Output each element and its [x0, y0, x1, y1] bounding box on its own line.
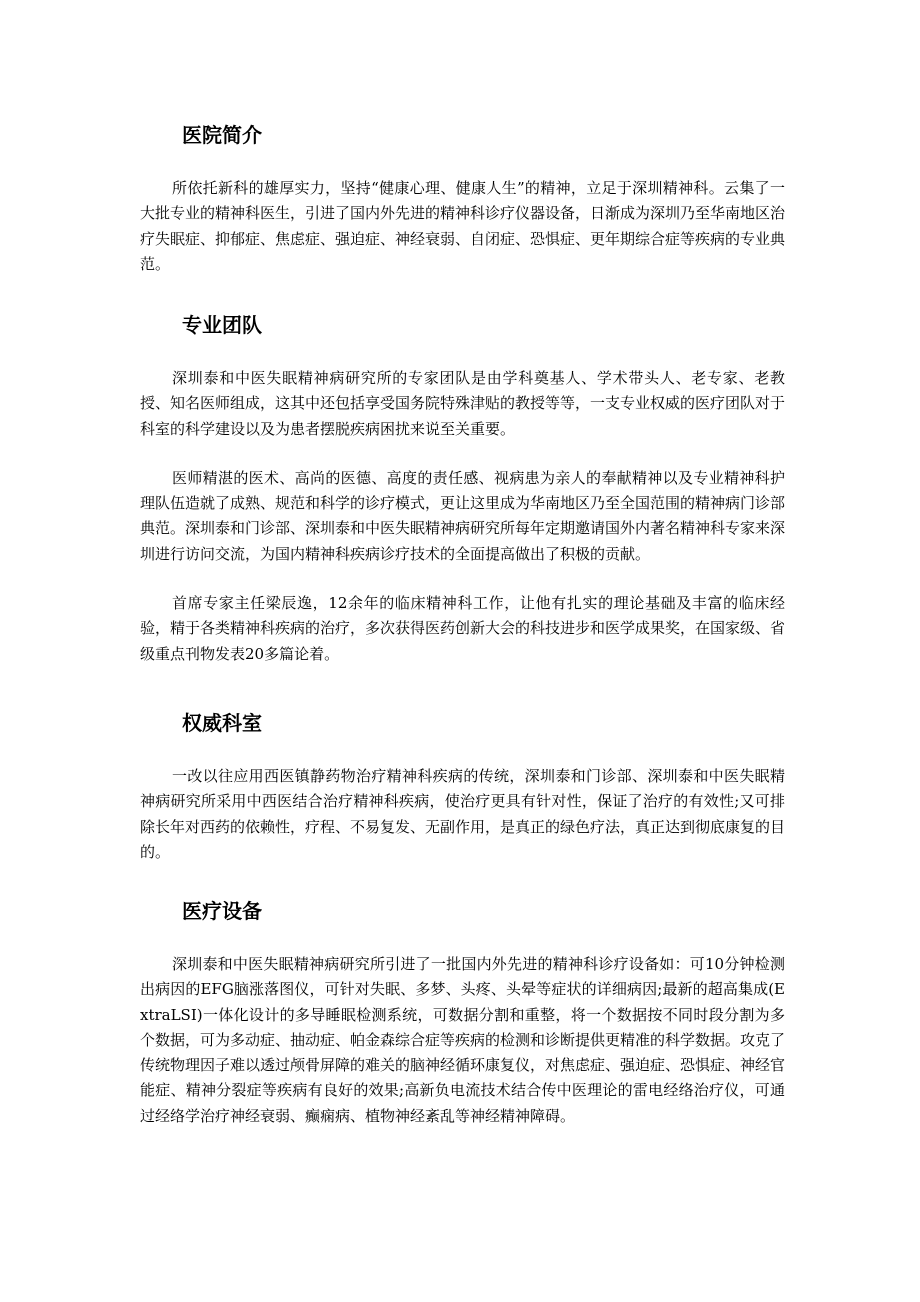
paragraph: 所依托新科的雄厚实力，坚持“健康心理、健康人生”的精神，立足于深圳精神科。云集了一大批专业的精神科医生，引进了国内外先进的精神科诊疗仪器设备，日渐成为深圳乃至华南地区治疗失眠症、抑郁症、焦虑症、强迫症、神经衰弱、自闭症、恐惧症、更年期综合症等疾病的专业典范。: [140, 179, 786, 273]
section-heading: 医疗设备: [182, 899, 262, 923]
section-professional-team: [140, 312, 785, 667]
paragraph: 医师精湛的医术、高尚的医德、高度的责任感、视病患为亲人的奉献精神以及专业精神科护理队伍造就了成熟、规范和科学的诊疗模式，更让这里成为华南地区乃至全国范围的精神病门诊部典范。深圳泰和门诊部、深圳泰和中医失眠精神病研究所每年定期邀请国外内著名精神科专家来深圳进行访问交流，为国内精神科疾病诊疗技术的全面提高做出了积极的贡献。: [140, 468, 786, 563]
paragraph: 深圳泰和中医失眠精神病研究所的专家团队是由学科奠基人、学术带头人、老专家、老教授、知名医师组成，这其中还包括享受国务院特殊津贴的教授等等，一支专业权威的医疗团队对于科室的科学建设以及为患者摆脱疾病困扰来说至关重要。: [140, 369, 786, 438]
section-heading: 医院简介: [182, 123, 262, 147]
paragraph: 一改以往应用西医镇静药物治疗精神科疾病的传统，深圳泰和门诊部、深圳泰和中医失眠精神病研究所采用中西医结合治疗精神科疾病，使治疗更具有针对性，保证了治疗的有效性;又可排除长年对西药的依赖性，疗程、不易复发、无副作用，是真正的绿色疗法，真正达到彻底康复的目的。: [140, 767, 786, 861]
section-heading: 专业团队: [182, 313, 262, 337]
section-medical-equipment: [140, 898, 785, 1129]
paragraph: 深圳泰和中医失眠精神病研究所引进了一批国内外先进的精神科诊疗设备如：可10分钟检测出病因的EFG脑涨落图仪，可针对失眠、多梦、头疼、头晕等症状的详细病因;最新的超高集成(ExtraLSI)一体化设计的多导睡眠检测系统，可数据分割和重整，将一个数据按不同时段分割为多个数据，可为多动症、抽动症、帕金森综合症等疾病的检测和诊断提供更精准的科学数据。攻克了传统物理因子难以透过颅骨屏障的难关的脑神经循环康复仪，对焦虑症、强迫症、恐惧症、神经官能症、精神分裂症等疾病有良好的效果;高新负电流技术结合传中医理论的雷电经络治疗仪，可通过经络学治疗神经衰弱、癫痫病、植物神经紊乱等神经精神障碍。: [140, 955, 786, 1125]
section-heading: 权威科室: [182, 711, 262, 735]
section-authority-department: [140, 710, 785, 865]
paragraph: 首席专家主任梁辰逸，12余年的临床精神科工作，让他有扎实的理论基础及丰富的临床经验，精于各类精神科疾病的治疗，多次获得医药创新大会的科技进步和医学成果奖，在国家级、省级重点刊物发表20多篇论着。: [140, 594, 786, 663]
section-hospital-intro: [140, 122, 785, 277]
